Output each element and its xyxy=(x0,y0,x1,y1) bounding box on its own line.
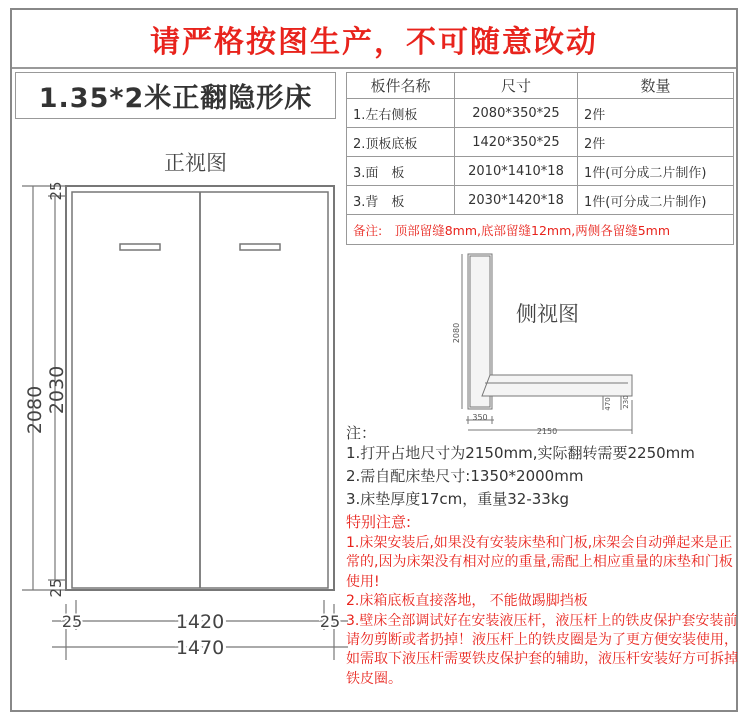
special-item: 2.床箱底板直接落地， 不能做踢脚挡板 xyxy=(346,593,588,610)
side-dim-depth: 350 xyxy=(472,413,488,422)
dim-total-height: 2080 xyxy=(24,385,46,435)
header-quantity: 数量 xyxy=(578,73,734,99)
dim-bottom-gap: 25 xyxy=(47,578,65,598)
table-cell: 2件 xyxy=(578,99,734,128)
side-dim-small-1: 470 xyxy=(604,397,612,411)
table-cell: 1.左右侧板 xyxy=(347,99,455,128)
dim-inner-width: 1420 xyxy=(175,611,225,633)
special-item: 1.床架安装后,如果没有安装床垫和门板,床架会自动弹起来是正常的,因为床架没有相对应的重量,需配上相应重量的床垫和门板使用! xyxy=(346,535,733,590)
note-item: 2.需自配床垫尺寸:1350*2000mm xyxy=(346,467,584,485)
dim-inner-height: 2030 xyxy=(46,365,68,415)
table-cell: 2件 xyxy=(578,128,734,157)
table-cell: 1件(可分成二片制作) xyxy=(578,157,734,186)
side-dim-small-2: 230 xyxy=(622,395,630,409)
table-cell: 1420*350*25 xyxy=(455,128,578,157)
notes-heading: 注： xyxy=(346,424,377,442)
table-cell: 2.顶板底板 xyxy=(347,128,455,157)
header-size: 尺寸 xyxy=(455,73,578,99)
special-item: 3.壁床全部调试好在安装液压杆，液压杆上的铁皮保护套安装前请勿剪断或者扔掉！液压杆上的铁皮圈是为了更方便安装使用，如需取下液压杆需要铁皮保护套的辅助，液压杆安装好方可拆掉铁皮圈。 xyxy=(346,612,738,687)
table-cell: 2080*350*25 xyxy=(455,99,578,128)
warning-banner: 请严格按图生产，不可随意改动 xyxy=(12,10,736,69)
side-view-label: 侧视图 xyxy=(516,302,579,326)
product-title: 1.35*2米正翻隐形床 xyxy=(15,72,336,119)
special-heading: 特别注意: xyxy=(346,513,412,531)
table-cell: 3.背 板 xyxy=(347,186,455,215)
front-view-label: 正视图 xyxy=(164,151,227,175)
dim-left-gap: 25 xyxy=(61,612,83,631)
dim-right-gap: 25 xyxy=(319,612,341,631)
note-item: 3.床垫厚度17cm，重量32-33kg xyxy=(346,490,570,508)
side-dim-open-length: 2150 xyxy=(536,427,558,436)
dim-top-gap: 25 xyxy=(47,181,65,201)
table-cell: 3.面 板 xyxy=(347,157,455,186)
table-cell: 2030*1420*18 xyxy=(455,186,578,215)
dim-total-width: 1470 xyxy=(175,637,225,659)
table-cell: 2010*1410*18 xyxy=(455,157,578,186)
header-part-name: 板件名称 xyxy=(347,73,455,99)
table-remark: 备注: 顶部留缝8mm,底部留缝12mm,两侧各留缝5mm xyxy=(347,215,734,245)
note-item: 1.打开占地尺寸为2150mm,实际翻转需要2250mm xyxy=(346,444,695,462)
table-cell: 1件(可分成二片制作) xyxy=(578,186,734,215)
special-notes xyxy=(346,534,738,689)
side-dim-height: 2080 xyxy=(452,322,461,344)
